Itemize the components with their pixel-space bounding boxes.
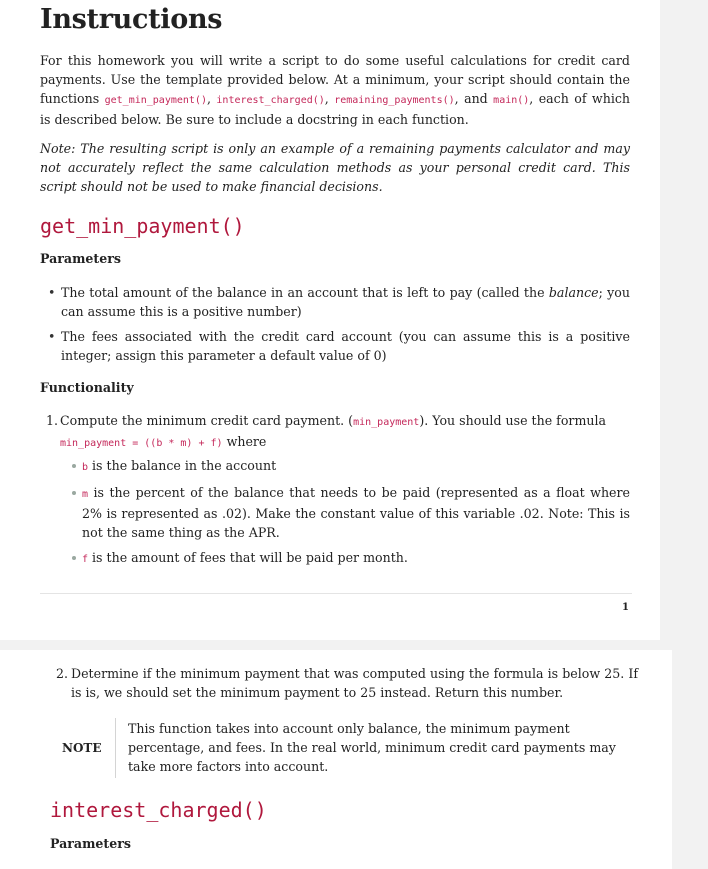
- var-m-desc: is the percent of the balance that needs to be paid (represented as a float where 2% is represented as .02). Make the constant value of this variable .02. Note: This is not the same thing as the APR.: [82, 485, 630, 540]
- section-heading-interest-charged: interest_charged(): [50, 798, 267, 822]
- intro-paragraph: [40, 51, 630, 129]
- page-title: Instructions: [40, 4, 223, 35]
- param-balance-text-end: ; you can assume this is a positive number): [61, 285, 630, 319]
- param-balance-text: The total amount of the balance in an account that is left to pay (called the: [61, 285, 549, 300]
- parameters-list: [40, 283, 630, 371]
- item-number: 1.: [46, 413, 59, 428]
- list-item: [40, 283, 630, 321]
- note-divider: [115, 718, 116, 778]
- code-min-payment: min_payment: [353, 417, 420, 428]
- item-1-text-mid: ). You should use the formula: [419, 413, 607, 428]
- intro-sep-3: , and: [454, 91, 494, 106]
- param-fees-text: The fees associated with the credit card account (you can assume this is a positive integer; assign this parameter a default value of 0): [61, 329, 630, 363]
- note-text: This function takes into account only balance, the minimum payment percentage, and fees. In the real world, minimum credit card payments may take more factors into account.: [128, 721, 616, 774]
- functionality-item-1: [46, 411, 630, 453]
- intro-text-end: , each of which is described below. Be sure to include a docstring in each function.: [40, 91, 631, 127]
- item-number: 2.: [56, 666, 69, 681]
- item-1-text-end: where: [222, 434, 267, 449]
- item-1-text: Compute the minimum credit card payment. (: [60, 413, 354, 428]
- list-item: [72, 456, 630, 477]
- intro-sep-1: ,: [206, 91, 217, 106]
- intro-sep-2: ,: [324, 91, 335, 106]
- code-var-m: m: [82, 489, 89, 500]
- code-var-f: f: [82, 554, 89, 565]
- list-item: [40, 327, 630, 365]
- disclaimer-note: Note: The resulting script is only an example of a remaining payments calculator and may not accurately reflect the same calculation methods as your personal credit card. This script should not be used to make financial decisions.: [40, 141, 630, 194]
- var-f-desc: is the amount of fees that will be paid per month.: [88, 550, 408, 565]
- functionality-item-2: [56, 664, 638, 702]
- parameters-label: Parameters: [40, 251, 121, 266]
- intro-fn-remaining-payments: remaining_payments(): [334, 95, 455, 106]
- intro-text-start: For this homework you will write a script to do some useful calculations for credit card payments. Use the template provided below. At a minimum, your script should contain the functions: [40, 53, 630, 106]
- var-b-desc: is the balance in the account: [88, 458, 277, 473]
- list-item: [72, 483, 630, 542]
- intro-fn-interest-charged: interest_charged(): [216, 95, 325, 106]
- page-number: 1: [622, 602, 629, 613]
- item-2-text: Determine if the minimum payment that was computed using the formula is below 25. If is is, we should set the minimum payment to 25 instead. Return this number.: [71, 666, 638, 700]
- list-item: [72, 548, 630, 569]
- functionality-label: Functionality: [40, 380, 134, 395]
- param-balance-term: balance: [548, 285, 599, 300]
- code-formula: min_payment = ((b * m) + f): [60, 438, 223, 449]
- page-footer-divider: [40, 593, 632, 594]
- intro-fn-main: main(): [493, 95, 530, 106]
- note-label: NOTE: [62, 741, 102, 755]
- intro-fn-get-min-payment: get_min_payment(): [104, 95, 207, 106]
- section-heading-get-min-payment: get_min_payment(): [40, 214, 245, 238]
- code-var-b: b: [82, 462, 89, 473]
- formula-variables-list: [72, 456, 630, 575]
- parameters-label-2: Parameters: [50, 836, 131, 851]
